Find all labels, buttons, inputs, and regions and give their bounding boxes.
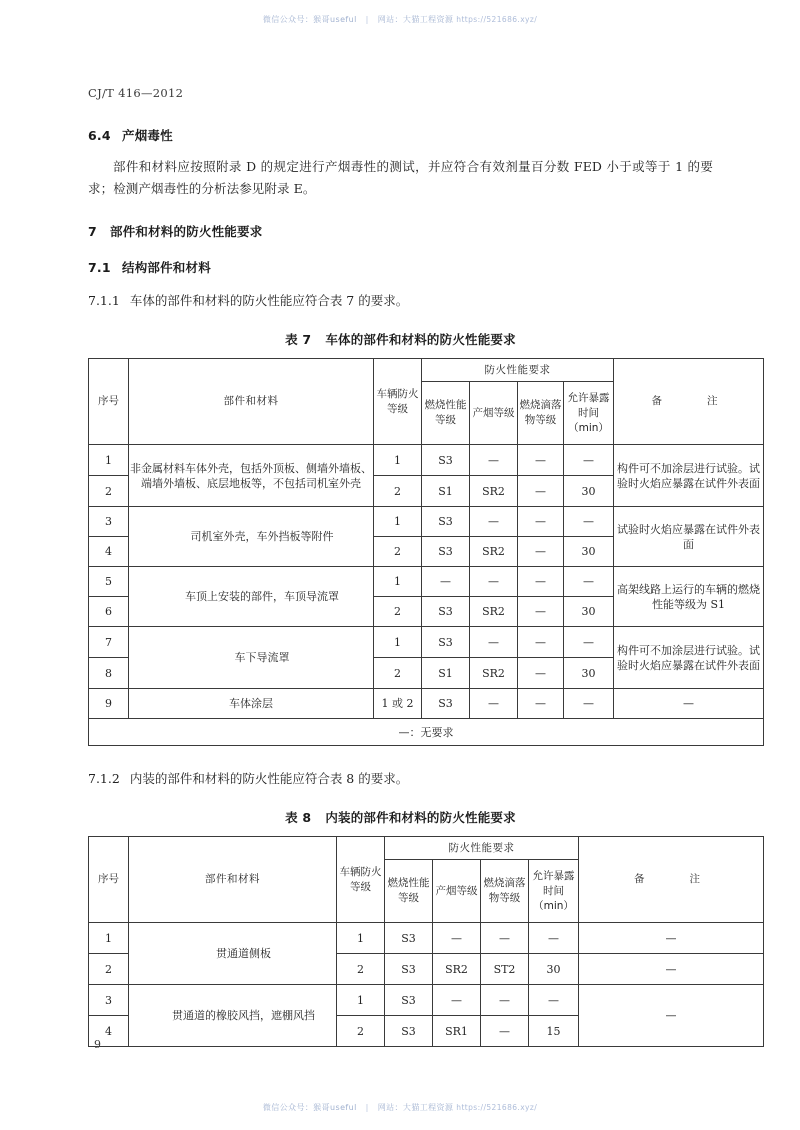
table-row xyxy=(89,923,764,954)
table-8-cell-remark: — xyxy=(579,923,764,954)
table-7-cell-seq: 6 xyxy=(89,597,129,627)
table-7-cell-component: 车顶上安装的部件，车顶导流罩 xyxy=(129,567,374,627)
table-8-th-exposure-time: 允许暴露时间（min） xyxy=(529,860,579,923)
table-7-cell-component: 司机室外壳，车外挡板等附件 xyxy=(129,507,374,567)
table-8-cell-remark: — xyxy=(579,985,764,1047)
table-7-cell-droplet-grade: — xyxy=(518,567,564,597)
table-8-cell-vehicle-grade: 1 xyxy=(337,985,385,1016)
watermark-separator: | xyxy=(365,15,369,24)
paragraph-6-4: 部件和材料应按照附录 D 的规定进行产烟毒性的测试，并应符合有效剂量百分数 FED 小于或等于 1 的要求；检测产烟毒性的分析法参见附录 E。 xyxy=(88,159,713,196)
table-7-cell-combustion-grade: S3 xyxy=(422,537,470,567)
table-7-cell-component: 车体涂层 xyxy=(129,689,374,719)
table-7-cell-combustion-grade: S3 xyxy=(422,507,470,537)
table-8-cell-component: 贯通道的橡胶风挡，遮棚风挡 xyxy=(129,985,337,1047)
table-8-cell-exposure-time: — xyxy=(529,923,579,954)
table-7-cell-combustion-grade: S3 xyxy=(422,597,470,627)
table-7-cell-droplet-grade: — xyxy=(518,658,564,689)
table-7-note: —：无要求 xyxy=(89,719,764,746)
table-8-th-component: 部件和材料 xyxy=(129,837,337,923)
table-7-cell-droplet-grade: — xyxy=(518,476,564,507)
table-row xyxy=(89,445,764,476)
table-8-th-combustion-grade: 燃烧性能等级 xyxy=(385,860,433,923)
table-8-cell-seq: 4 xyxy=(89,1016,129,1047)
table-7-cell-droplet-grade: — xyxy=(518,627,564,658)
table-7-cell-droplet-grade: — xyxy=(518,507,564,537)
table-7 xyxy=(88,358,764,746)
table-7-cell-exposure-time: 30 xyxy=(564,597,614,627)
table-7-cell-smoke-grade: — xyxy=(470,507,518,537)
table-8-th-smoke-grade: 产烟等级 xyxy=(433,860,481,923)
table-7-header-row-1 xyxy=(89,359,764,382)
clause-7-1-2-number: 7.1.2 xyxy=(88,771,120,786)
table-7-cell-remark: 构件可不加涂层进行试验。试验时火焰应暴露在试件外表面 xyxy=(614,445,764,507)
clause-7-1-1 xyxy=(88,290,713,312)
watermark-wechat-label: 微信公众号：猴哥useful xyxy=(262,15,357,24)
table-8-th-group: 防火性能要求 xyxy=(385,837,579,860)
table-8-cell-vehicle-grade: 1 xyxy=(337,923,385,954)
table-row xyxy=(89,507,764,537)
table-7-cell-exposure-time: — xyxy=(564,689,614,719)
table-8-cell-droplet-grade: — xyxy=(481,985,529,1016)
table-7-cell-combustion-grade: S3 xyxy=(422,689,470,719)
watermark-top xyxy=(0,14,800,25)
table-7-caption-label: 表 7 xyxy=(285,332,312,347)
table-7-cell-smoke-grade: — xyxy=(470,445,518,476)
table-7-cell-seq: 9 xyxy=(89,689,129,719)
table-8-cell-component: 贯通道侧板 xyxy=(129,923,337,985)
table-8-th-vehicle-grade: 车辆防火等级 xyxy=(337,837,385,923)
table-row xyxy=(89,689,764,719)
table-8 xyxy=(88,836,764,1047)
table-7-th-remark: 备 注 xyxy=(614,359,764,445)
page-number: 9 xyxy=(94,1038,101,1051)
table-7-cell-exposure-time: 30 xyxy=(564,537,614,567)
clause-7-1-2-text: 内装的部件和材料的防火性能应符合表 8 的要求。 xyxy=(129,771,409,786)
watermark-wechat-label: 微信公众号：猴哥useful xyxy=(262,1103,357,1112)
table-8-wrapper xyxy=(88,836,713,1047)
table-8-cell-exposure-time: — xyxy=(529,985,579,1016)
table-7-cell-smoke-grade: SR2 xyxy=(470,597,518,627)
table-8-caption-title: 内装的部件和材料的防火性能要求 xyxy=(325,810,516,825)
table-7-th-seq: 序号 xyxy=(89,359,129,445)
table-8-cell-smoke-grade: — xyxy=(433,923,481,954)
heading-6-4-number: 6.4 xyxy=(88,128,111,143)
table-7-cell-smoke-grade: — xyxy=(470,689,518,719)
table-8-cell-combustion-grade: S3 xyxy=(385,985,433,1016)
table-7-cell-droplet-grade: — xyxy=(518,537,564,567)
table-7-cell-combustion-grade: S1 xyxy=(422,476,470,507)
table-7-cell-exposure-time: — xyxy=(564,445,614,476)
table-7-cell-smoke-grade: — xyxy=(470,627,518,658)
table-8-cell-combustion-grade: S3 xyxy=(385,954,433,985)
table-7-th-droplet-grade: 燃烧滴落物等级 xyxy=(518,382,564,445)
table-8-cell-vehicle-grade: 2 xyxy=(337,1016,385,1047)
heading-7-number: 7 xyxy=(88,224,97,239)
table-row xyxy=(89,985,764,1016)
table-7-cell-vehicle-grade: 2 xyxy=(374,658,422,689)
watermark-separator: | xyxy=(365,1103,369,1112)
table-7-cell-vehicle-grade: 1 xyxy=(374,627,422,658)
watermark-site-label: 网站：大猫工程资源 xyxy=(377,15,454,24)
table-7-cell-exposure-time: 30 xyxy=(564,476,614,507)
table-8-th-remark: 备 注 xyxy=(579,837,764,923)
table-7-cell-smoke-grade: SR2 xyxy=(470,537,518,567)
table-8-cell-droplet-grade: ST2 xyxy=(481,954,529,985)
clause-7-1-2 xyxy=(88,768,713,790)
table-7-cell-seq: 7 xyxy=(89,627,129,658)
table-7-cell-smoke-grade: SR2 xyxy=(470,476,518,507)
heading-6-4-title: 产烟毒性 xyxy=(122,128,173,143)
table-7-cell-remark: — xyxy=(614,689,764,719)
table-7-caption xyxy=(88,330,713,348)
table-7-cell-vehicle-grade: 2 xyxy=(374,537,422,567)
table-7-cell-combustion-grade: — xyxy=(422,567,470,597)
table-8-cell-seq: 3 xyxy=(89,985,129,1016)
watermark-url: https://521686.xyz/ xyxy=(456,15,538,24)
watermark-url: https://521686.xyz/ xyxy=(456,1103,538,1112)
table-7-note-row xyxy=(89,719,764,746)
table-7-cell-remark: 构件可不加涂层进行试验。试验时火焰应暴露在试件外表面 xyxy=(614,627,764,689)
table-8-cell-remark: — xyxy=(579,954,764,985)
table-7-th-vehicle-grade: 车辆防火等级 xyxy=(374,359,422,445)
table-row xyxy=(89,567,764,597)
table-7-cell-exposure-time: — xyxy=(564,567,614,597)
table-8-cell-exposure-time: 30 xyxy=(529,954,579,985)
table-7-cell-smoke-grade: SR2 xyxy=(470,658,518,689)
table-7-th-exposure-time: 允许暴露时间（min） xyxy=(564,382,614,445)
table-7-cell-seq: 4 xyxy=(89,537,129,567)
watermark-bottom xyxy=(0,1102,800,1113)
table-8-header-row-1 xyxy=(89,837,764,860)
table-8-cell-smoke-grade: SR1 xyxy=(433,1016,481,1047)
heading-7-title: 部件和材料的防火性能要求 xyxy=(110,224,263,239)
table-7-cell-droplet-grade: — xyxy=(518,689,564,719)
table-8-cell-seq: 2 xyxy=(89,954,129,985)
table-7-cell-combustion-grade: S1 xyxy=(422,658,470,689)
table-8-cell-smoke-grade: SR2 xyxy=(433,954,481,985)
table-7-cell-combustion-grade: S3 xyxy=(422,627,470,658)
table-7-cell-vehicle-grade: 1 xyxy=(374,445,422,476)
running-head: CJ/T 416—2012 xyxy=(88,86,184,100)
heading-6-4 xyxy=(88,126,713,144)
heading-7-1 xyxy=(88,258,713,276)
table-7-cell-exposure-time: 30 xyxy=(564,658,614,689)
table-7-th-combustion-grade: 燃烧性能等级 xyxy=(422,382,470,445)
table-8-cell-vehicle-grade: 2 xyxy=(337,954,385,985)
table-7-th-component: 部件和材料 xyxy=(129,359,374,445)
table-7-cell-vehicle-grade: 2 xyxy=(374,597,422,627)
table-7-th-smoke-grade: 产烟等级 xyxy=(470,382,518,445)
heading-7-1-number: 7.1 xyxy=(88,260,111,275)
table-8-cell-seq: 1 xyxy=(89,923,129,954)
table-7-cell-remark: 高架线路上运行的车辆的燃烧性能等级为 S1 xyxy=(614,567,764,627)
table-7-cell-seq: 2 xyxy=(89,476,129,507)
table-7-cell-component: 车下导流罩 xyxy=(129,627,374,689)
table-7-caption-title: 车体的部件和材料的防火性能要求 xyxy=(325,332,516,347)
heading-7 xyxy=(88,222,713,240)
table-8-cell-droplet-grade: — xyxy=(481,923,529,954)
table-7-cell-smoke-grade: — xyxy=(470,567,518,597)
clause-7-1-1-number: 7.1.1 xyxy=(88,293,120,308)
table-7-cell-vehicle-grade: 2 xyxy=(374,476,422,507)
page-content xyxy=(88,126,760,1047)
table-7-cell-vehicle-grade: 1 xyxy=(374,567,422,597)
table-row xyxy=(89,627,764,658)
table-7-cell-vehicle-grade: 1 xyxy=(374,507,422,537)
table-8-cell-combustion-grade: S3 xyxy=(385,1016,433,1047)
table-7-cell-seq: 5 xyxy=(89,567,129,597)
table-8-cell-exposure-time: 15 xyxy=(529,1016,579,1047)
table-7-cell-seq: 1 xyxy=(89,445,129,476)
table-8-cell-smoke-grade: — xyxy=(433,985,481,1016)
table-7-cell-exposure-time: — xyxy=(564,507,614,537)
table-7-cell-seq: 8 xyxy=(89,658,129,689)
watermark-site-label: 网站：大猫工程资源 xyxy=(377,1103,454,1112)
table-7-cell-component: 非金属材料车体外壳，包括外顶板、侧墙外墙板、端墙外墙板、底层地板等，不包括司机室外壳 xyxy=(129,445,374,507)
table-7-cell-droplet-grade: — xyxy=(518,445,564,476)
table-8-th-droplet-grade: 燃烧滴落物等级 xyxy=(481,860,529,923)
table-7-cell-combustion-grade: S3 xyxy=(422,445,470,476)
heading-7-1-title: 结构部件和材料 xyxy=(122,260,211,275)
table-8-cell-combustion-grade: S3 xyxy=(385,923,433,954)
table-7-cell-droplet-grade: — xyxy=(518,597,564,627)
table-7-cell-seq: 3 xyxy=(89,507,129,537)
table-7-th-group: 防火性能要求 xyxy=(422,359,614,382)
table-8-caption xyxy=(88,808,713,826)
table-8-caption-label: 表 8 xyxy=(285,810,312,825)
table-7-cell-vehicle-grade: 1 或 2 xyxy=(374,689,422,719)
table-8-th-seq: 序号 xyxy=(89,837,129,923)
clause-7-1-1-text: 车体的部件和材料的防火性能应符合表 7 的要求。 xyxy=(129,293,409,308)
table-7-cell-exposure-time: — xyxy=(564,627,614,658)
table-7-cell-remark: 试验时火焰应暴露在试件外表面 xyxy=(614,507,764,567)
table-8-cell-droplet-grade: — xyxy=(481,1016,529,1047)
